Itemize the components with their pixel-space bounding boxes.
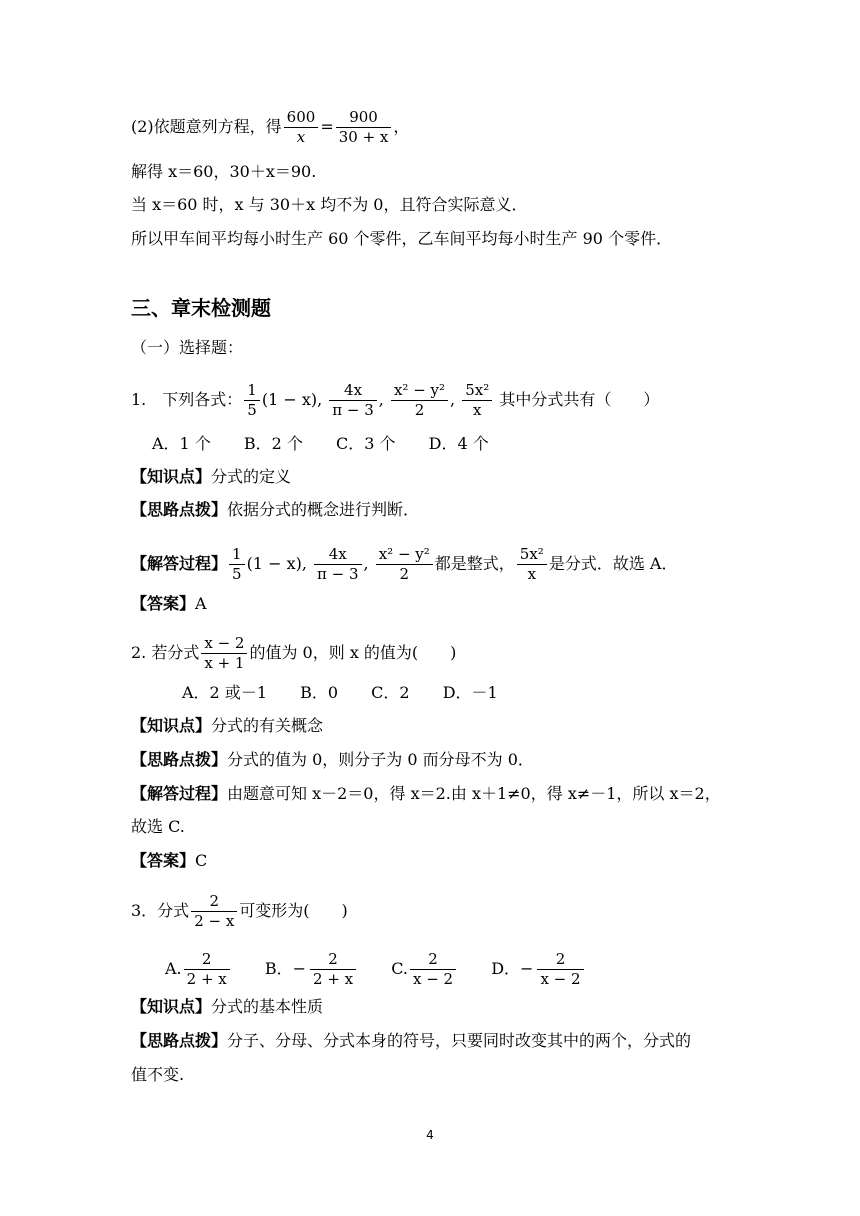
question-1-options <box>152 432 517 456</box>
solution-fraction-5x2: $\frac{\text{5x²}}{x}$ <box>517 545 547 584</box>
equation-line: (2)依题意列方程，得 $\frac{600}{x}$ = $\frac{900}{30 + x}$ ， <box>131 108 410 146</box>
option-a: A．1 个 <box>152 434 211 453</box>
question-2: 2. 若分式 $\frac{x - 2}{x + 1}$ 的值为 0，则 x 的值为( ) <box>131 634 457 672</box>
option-d: D．− $\frac{2}{x - 2}$ <box>491 950 585 989</box>
fraction-900-over-30-plus-x: $\frac{900}{30 + x}$ <box>336 108 392 147</box>
conclusion-line: 所以甲车间平均每小时生产 60 个零件，乙车间平均每小时生产 90 个零件． <box>131 229 673 248</box>
page-number: 4 <box>426 1128 434 1142</box>
question-2-hint: 【思路点拨】分式的值为 0，则分子为 0 而分母不为 0． <box>131 750 534 769</box>
fraction-x-minus-2-over-x-plus-1: $\frac{x - 2}{x + 1}$ <box>201 634 247 673</box>
question-1-hint: 【思路点拨】依据分式的概念进行判断． <box>131 500 420 519</box>
fraction-4x-over-pi-minus-3: $\frac{4x}{\pi - 3}$ <box>329 381 377 420</box>
option-c: C. $\frac{2}{x - 2}$ <box>391 950 458 989</box>
question-3-knowledge: 【知识点】分式的基本性质 <box>131 997 324 1016</box>
option-a: A. $\frac{2}{2 + x}$ <box>165 950 232 989</box>
solution-line: 解得 x＝60，30＋x＝90. <box>131 162 317 181</box>
option-a: A．2 或－1 <box>182 683 268 702</box>
question-1-solution: 【解答过程】 $\frac{1}{5}$ (1 − x), $\frac{4x}{\pi - 3}$ , $\frac{\text{x² − y²}}{2}$ 都是整式， $\frac{\text{5x²}}{x}$ 是分式．故选 A． <box>131 545 678 583</box>
question-2-solution: 【解答过程】由题意可知 x－2＝0，得 x＝2.由 x＋1≠0，得 x≠－1，所以 x＝2， <box>131 784 721 803</box>
question-2-knowledge: 【知识点】分式的有关概念 <box>131 716 324 735</box>
solution-fraction-x2-y2: $\frac{\text{x² − y²}}{2}$ <box>376 545 433 584</box>
fraction-one-fifth: $\frac{1}{5}$ <box>244 381 260 420</box>
question-1-knowledge: 【知识点】分式的定义 <box>131 467 292 486</box>
subsection-heading: （一）选择题： <box>131 338 244 357</box>
section-title: 三、章末检测题 <box>131 296 271 320</box>
question-1-answer: 【答案】A <box>131 594 207 613</box>
option-b: B．− $\frac{2}{2 + x}$ <box>265 950 358 989</box>
solution-fraction-one-fifth: $\frac{1}{5}$ <box>229 545 245 584</box>
question-3-hint-cont: 值不变. <box>131 1065 185 1084</box>
question-1: 1. 下列各式： $\frac{1}{5}$ (1 − x), $\frac{4x}{\pi - 3}$ , $\frac{\text{x² − y²}}{2}$ , $\frac{\text{5x²}}{x}$ 其中分式共有（ ） <box>131 381 660 419</box>
fraction-5x2-over-x: $\frac{\text{5x²}}{x}$ <box>462 381 492 420</box>
question-3-options <box>165 950 614 989</box>
check-line: 当 x＝60 时，x 与 30＋x 均不为 0，且符合实际意义． <box>131 195 528 214</box>
question-1-prefix: 1. 下列各式： <box>131 390 243 409</box>
solution-fraction-4x: $\frac{4x}{\pi - 3}$ <box>314 545 362 584</box>
question-3: 3．分式 $\frac{2}{2 - x}$ 可变形为( ) <box>131 892 348 930</box>
equation-prefix: (2)依题意列方程，得 <box>131 117 282 136</box>
question-2-solution-cont: 故选 C. <box>131 817 185 836</box>
fraction-600-over-x: $\frac{600}{x}$ <box>284 108 319 147</box>
question-3-hint: 【思路点拨】分子、分母、分式本身的符号，只要同时改变其中的两个，分式的 <box>131 1031 692 1050</box>
question-1-suffix: 其中分式共有（ ） <box>499 390 660 409</box>
option-b: B．0 <box>300 683 339 702</box>
question-2-answer: 【答案】C <box>131 851 208 870</box>
question-2-options <box>182 681 526 705</box>
option-d: D．－1 <box>442 683 498 702</box>
option-c: C．2 <box>371 683 410 702</box>
option-c: C．3 个 <box>336 434 396 453</box>
option-d: D．4 个 <box>428 434 489 453</box>
option-b: B．2 个 <box>243 434 303 453</box>
fraction-2-over-2-minus-x: $\frac{2}{2 - x}$ <box>191 892 237 931</box>
fraction-x2-minus-y2-over-2: $\frac{\text{x² − y²}}{2}$ <box>391 381 448 420</box>
